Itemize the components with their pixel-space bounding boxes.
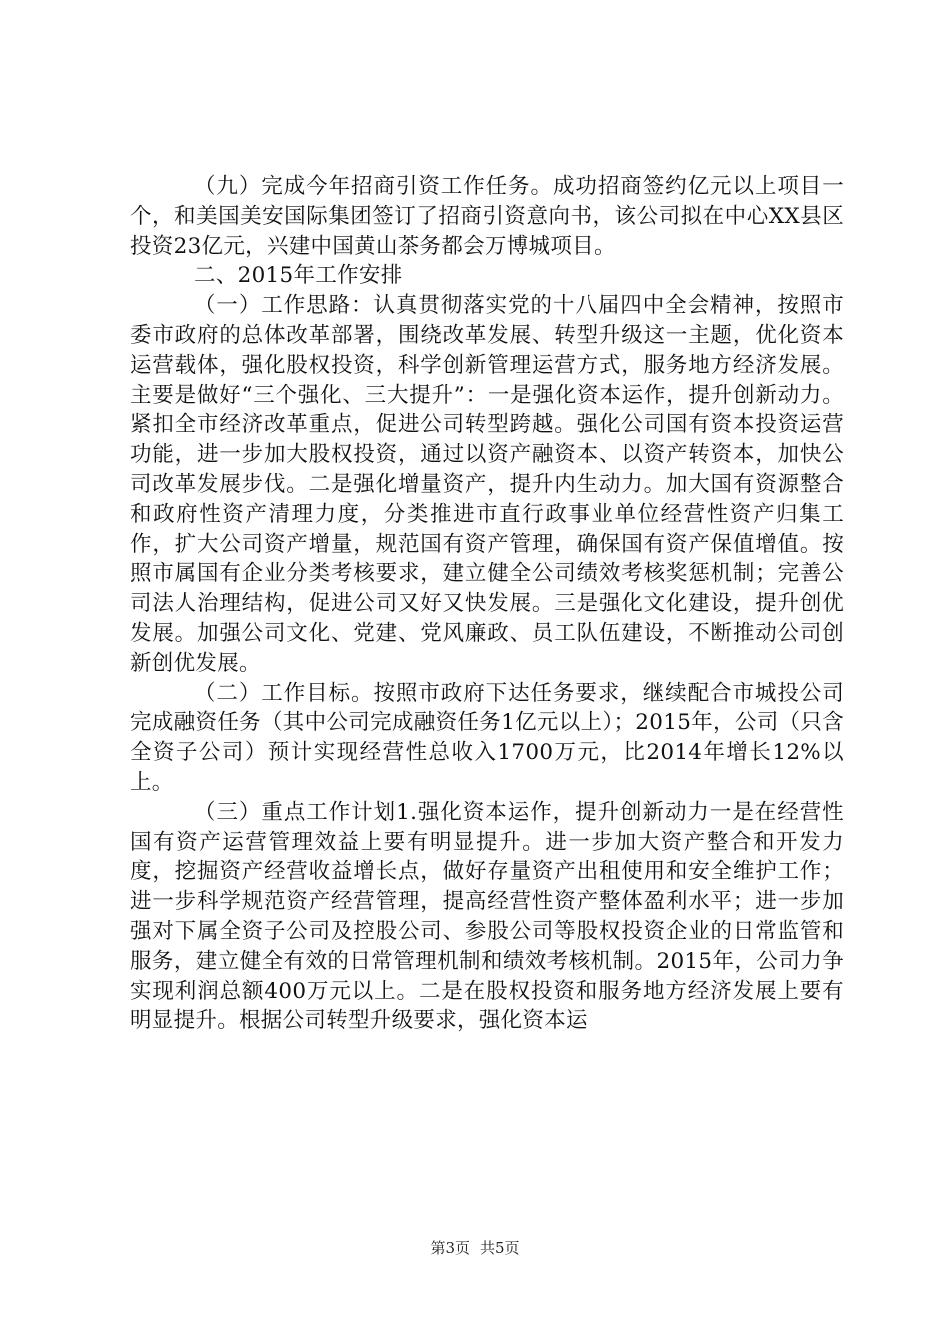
paragraph-key-work-plan: （三）重点工作计划1.强化资本运作，提升创新动力一是在经营性国有资产运营管理效益上要有明显提升。进一步加大资产整合和开发力度，挖掘资产经营收益增长点，做好存量资产出租使用和安全维护工作；进一步科学规范资产经营管理，提高经营性资产整体盈利水平；进一步加强对下属全资子公司及控股公司、参股公司等股权投资企业的日常监管和服务，建立健全有效的日常管理机制和绩效考核机制。2015年，公司力争实现利润总额400万元以上。二是在股权投资和服务地方经济发展上要有明显提升。根据公司转型升级要求，强化资本运: [130, 799, 844, 1034]
section-heading-2015-plan: 二、2015年工作安排: [194, 263, 403, 289]
paragraph-work-goals: （二）工作目标。按照市政府下达任务要求，继续配合市城投公司完成融资任务（其中公司完成融资任务1亿元以上）；2015年，公司（只含全资子公司）预计实现经营性总收入1700万元，比2014年增长12%以上。: [130, 680, 844, 795]
paragraph-work-approach: （一）工作思路：认真贯彻落实党的十八届四中全会精神，按照市委市政府的总体改革部署，围绕改革发展、转型升级这一主题，优化资本运营载体，强化股权投资，科学创新管理运营方式，服务地方经济发展。主要是做好“三个强化、三大提升”：一是强化资本运作，提升创新动力。紧扣全市经济改革重点，促进公司转型跨越。强化公司国有资本投资运营功能，进一步加大股权投资，通过以资产融资本、以资产转资本，加快公司改革发展步伐。二是强化增量资产，提升内生动力。加大国有资源整合和政府性资产清理力度，分类推进市直行政事业单位经营性资产归集工作，扩大公司资产增量，规范国有资产管理，确保国有资产保值增值。按照市属国有企业分类考核要求，建立健全公司绩效考核奖惩机制；完善公司法人治理结构，促进公司又好又快发展。三是强化文化建设，提升创优发展。加强公司文化、党建、党风廉政、员工队伍建设，不断推动公司创新创优发展。: [130, 293, 844, 676]
page-footer: [0, 1238, 950, 1258]
paragraph-item-9: （九）完成今年招商引资工作任务。成功招商签约亿元以上项目一个，和美国美安国际集团签订了招商引资意向书，该公司拟在中心XX县区投资23亿元，兴建中国黄山茶务都会万博城项目。: [130, 174, 844, 259]
page-number: 第3页: [430, 1239, 470, 1257]
page-total: 共5页: [480, 1239, 520, 1257]
document-body: [130, 172, 844, 1036]
